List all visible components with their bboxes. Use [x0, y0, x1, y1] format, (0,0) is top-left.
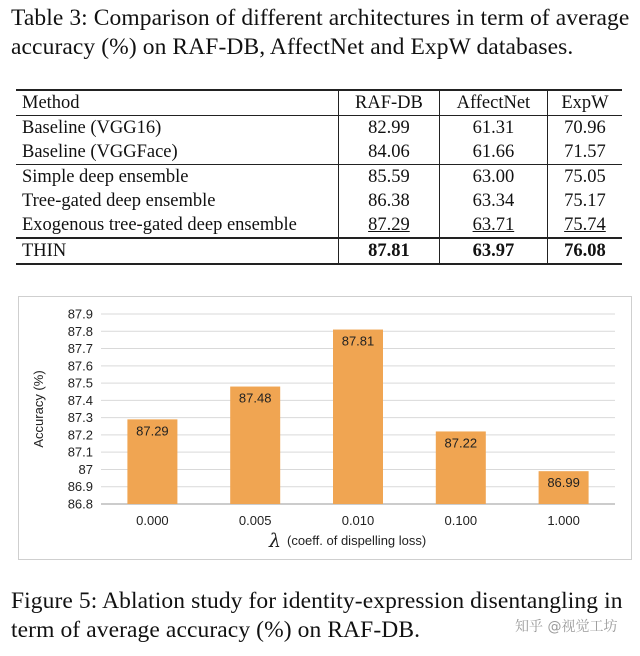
expw-cell — [547, 213, 622, 238]
watermark: 知乎 @视觉工坊 — [515, 619, 618, 635]
x-tick-label: 1.000 — [547, 513, 580, 528]
second-best-value: 87.29 — [368, 215, 410, 235]
expw-cell: 75.17 — [547, 189, 622, 213]
rafdb-cell: 84.06 — [339, 140, 440, 165]
affectnet-cell-best: 63.97 — [439, 238, 547, 264]
y-tick-label: 87.8 — [67, 323, 93, 339]
affectnet-cell: 61.66 — [439, 140, 547, 165]
x-tick-label: 0.010 — [341, 513, 375, 528]
data-label: 87.29 — [136, 423, 169, 439]
expw-cell-best: 76.08 — [547, 238, 622, 264]
x-tick-label: 0.000 — [136, 513, 169, 528]
table-row — [16, 116, 622, 141]
data-label: 86.99 — [547, 475, 580, 491]
expw-cell: 75.05 — [547, 165, 622, 190]
table-row — [16, 140, 622, 165]
rafdb-cell — [339, 213, 440, 238]
affectnet-cell: 63.34 — [439, 189, 547, 213]
affectnet-cell: 61.31 — [439, 116, 547, 141]
affectnet-cell: 63.00 — [439, 165, 547, 190]
rafdb-cell-best: 87.81 — [339, 238, 440, 264]
rafdb-cell: 86.38 — [339, 189, 440, 213]
figure-caption: Figure 5: Ablation study for identity-expression disentangling in term of average accuracy (%) on RAF-DB. — [11, 588, 623, 643]
data-label: 87.48 — [238, 390, 272, 406]
table-row — [16, 189, 622, 213]
y-tick-label: 87.9 — [67, 306, 93, 322]
y-tick-label: 87 — [78, 461, 93, 477]
x-axis-title: (coeff. of dispelling loss) — [287, 533, 427, 548]
data-label: 87.22 — [444, 435, 478, 451]
y-tick-label: 87.5 — [67, 375, 93, 391]
bar-chart — [19, 297, 631, 559]
bar — [333, 330, 383, 504]
table-caption: Table 3: Comparison of different architectures in term of average accuracy (%) on RAF-DB, AffectNet and ExpW databases. — [11, 5, 630, 60]
method-cell: Simple deep ensemble — [16, 165, 339, 190]
chart-panel — [18, 296, 632, 560]
table-row-best — [16, 238, 622, 264]
header-affectnet: AffectNet — [439, 90, 547, 116]
y-tick-label: 87.1 — [67, 444, 93, 460]
y-tick-label: 87.3 — [67, 410, 93, 426]
data-label: 87.81 — [341, 333, 375, 349]
expw-cell: 70.96 — [547, 116, 622, 141]
y-tick-label: 87.7 — [67, 341, 93, 357]
method-cell: Baseline (VGG16) — [22, 118, 162, 138]
y-tick-label: 87.2 — [67, 427, 93, 443]
method-cell: THIN — [22, 241, 67, 261]
method-cell: Tree-gated deep ensemble — [22, 191, 216, 211]
second-best-value: 75.74 — [564, 215, 606, 235]
table-row — [16, 213, 622, 238]
method-cell: Exogenous tree-gated deep ensemble — [22, 215, 297, 235]
table-header-row — [16, 90, 622, 116]
x-tick-label: 0.005 — [238, 513, 272, 528]
header-method: Method — [22, 93, 80, 113]
y-axis-title: Accuracy (%) — [31, 370, 46, 448]
y-tick-label: 86.8 — [67, 496, 93, 512]
rafdb-cell: 85.59 — [339, 165, 440, 190]
rafdb-cell: 82.99 — [339, 116, 440, 141]
header-expw: ExpW — [547, 90, 622, 116]
expw-cell: 71.57 — [547, 140, 622, 165]
y-tick-label: 87.6 — [67, 358, 93, 374]
header-rafdb: RAF-DB — [339, 90, 440, 116]
affectnet-cell — [439, 213, 547, 238]
second-best-value: 63.71 — [472, 215, 515, 235]
table-row — [16, 165, 622, 190]
results-table — [16, 89, 622, 265]
method-cell: Baseline (VGGFace) — [22, 142, 178, 162]
x-tick-label: 0.100 — [444, 513, 478, 528]
y-tick-label: 87.4 — [67, 392, 93, 408]
y-tick-label: 86.9 — [67, 479, 93, 495]
lambda-symbol: λ — [268, 530, 282, 552]
